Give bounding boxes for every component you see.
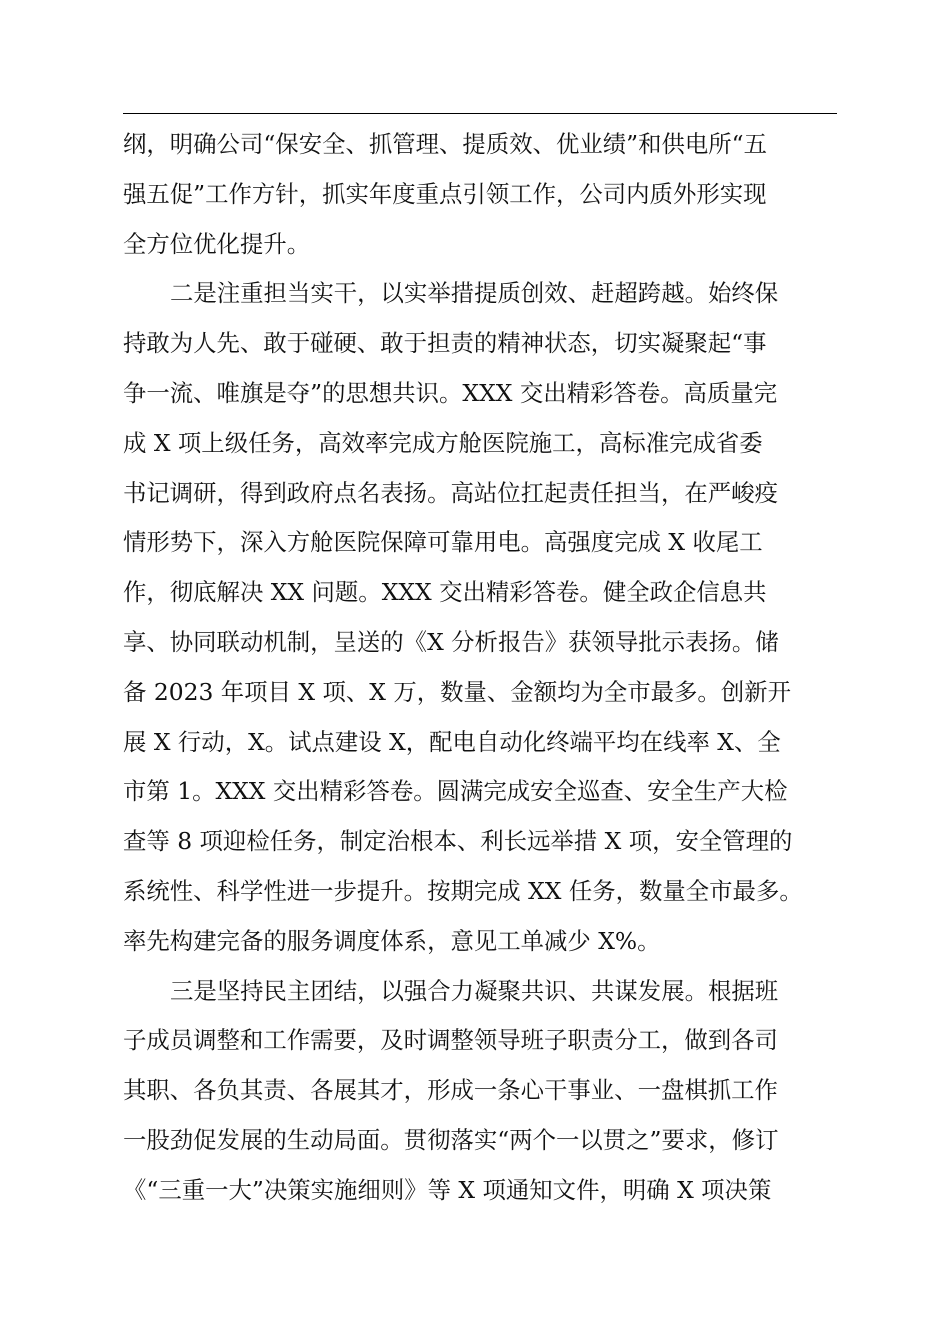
text-line: 率先构建完备的服务调度体系，意见工单减少 X%。: [123, 926, 661, 955]
text-line: 二是注重担当实干，以实举措提质创效、赶超跨越。始终保: [170, 279, 779, 308]
paragraph-two: [123, 269, 863, 966]
text-line: 书记调研，得到政府点名表扬。高站位扛起责任担当，在严峻疫: [123, 478, 778, 507]
paragraph-continuation: [123, 120, 863, 269]
text-line: 其职、各负其责、各展其才，形成一条心干事业、一盘棋抓工作: [123, 1076, 778, 1105]
text-line: 强五促”工作方针，抓实年度重点引领工作，公司内质外形实现: [123, 179, 767, 208]
text-line: 子成员调整和工作需要，及时调整领导班子职责分工，做到各司: [123, 1026, 778, 1055]
text-line: 成 X 项上级任务，高效率完成方舱医院施工，高标准完成省委: [123, 428, 763, 457]
text-line: 《“三重一大”决策实施细则》等 X 项通知文件，明确 X 项决策: [123, 1175, 772, 1204]
text-line: 市第 1。XXX 交出精彩答卷。圆满完成安全巡查、安全生产大检: [123, 777, 788, 806]
text-line: 系统性、科学性进一步提升。按期完成 XX 任务，数量全市最多。: [123, 876, 803, 905]
text-line: 全方位优化提升。: [123, 229, 311, 258]
header-rule: [123, 113, 837, 114]
text-line: 一股劲促发展的生动局面。贯彻落实“两个一以贯之”要求，修订: [123, 1125, 779, 1154]
text-line: 纲，明确公司“保安全、抓管理、提质效、优业绩”和供电所“五: [123, 130, 768, 158]
text-line: 争一流、唯旗是夺”的思想共识。XXX 交出精彩答卷。高质量完: [123, 378, 778, 407]
text-line: 展 X 行动，X。试点建设 X，配电自动化终端平均在线率 X、全: [123, 727, 781, 756]
text-line: 查等 8 项迎检任务，制定治根本、利长远举措 X 项，安全管理的: [123, 827, 793, 856]
text-line: 作，彻底解决 XX 问题。XXX 交出精彩答卷。健全政企信息共: [123, 578, 767, 607]
text-line: 备 2023 年项目 X 项、X 万，数量、金额均为全市最多。创新开: [123, 677, 791, 706]
document-body: [123, 120, 863, 1216]
paragraph-three: [123, 967, 863, 1216]
text-line: 三是坚持民主团结，以强合力凝聚共识、共谋发展。根据班: [170, 976, 779, 1005]
text-line: 情形势下，深入方舱医院保障可靠用电。高强度完成 X 收尾工: [123, 528, 763, 557]
text-line: 享、协同联动机制，呈送的《X 分析报告》获领导批示表扬。储: [123, 627, 779, 656]
text-line: 持敢为人先、敢于碰硬、敢于担责的精神状态，切实凝聚起“事: [123, 329, 767, 358]
